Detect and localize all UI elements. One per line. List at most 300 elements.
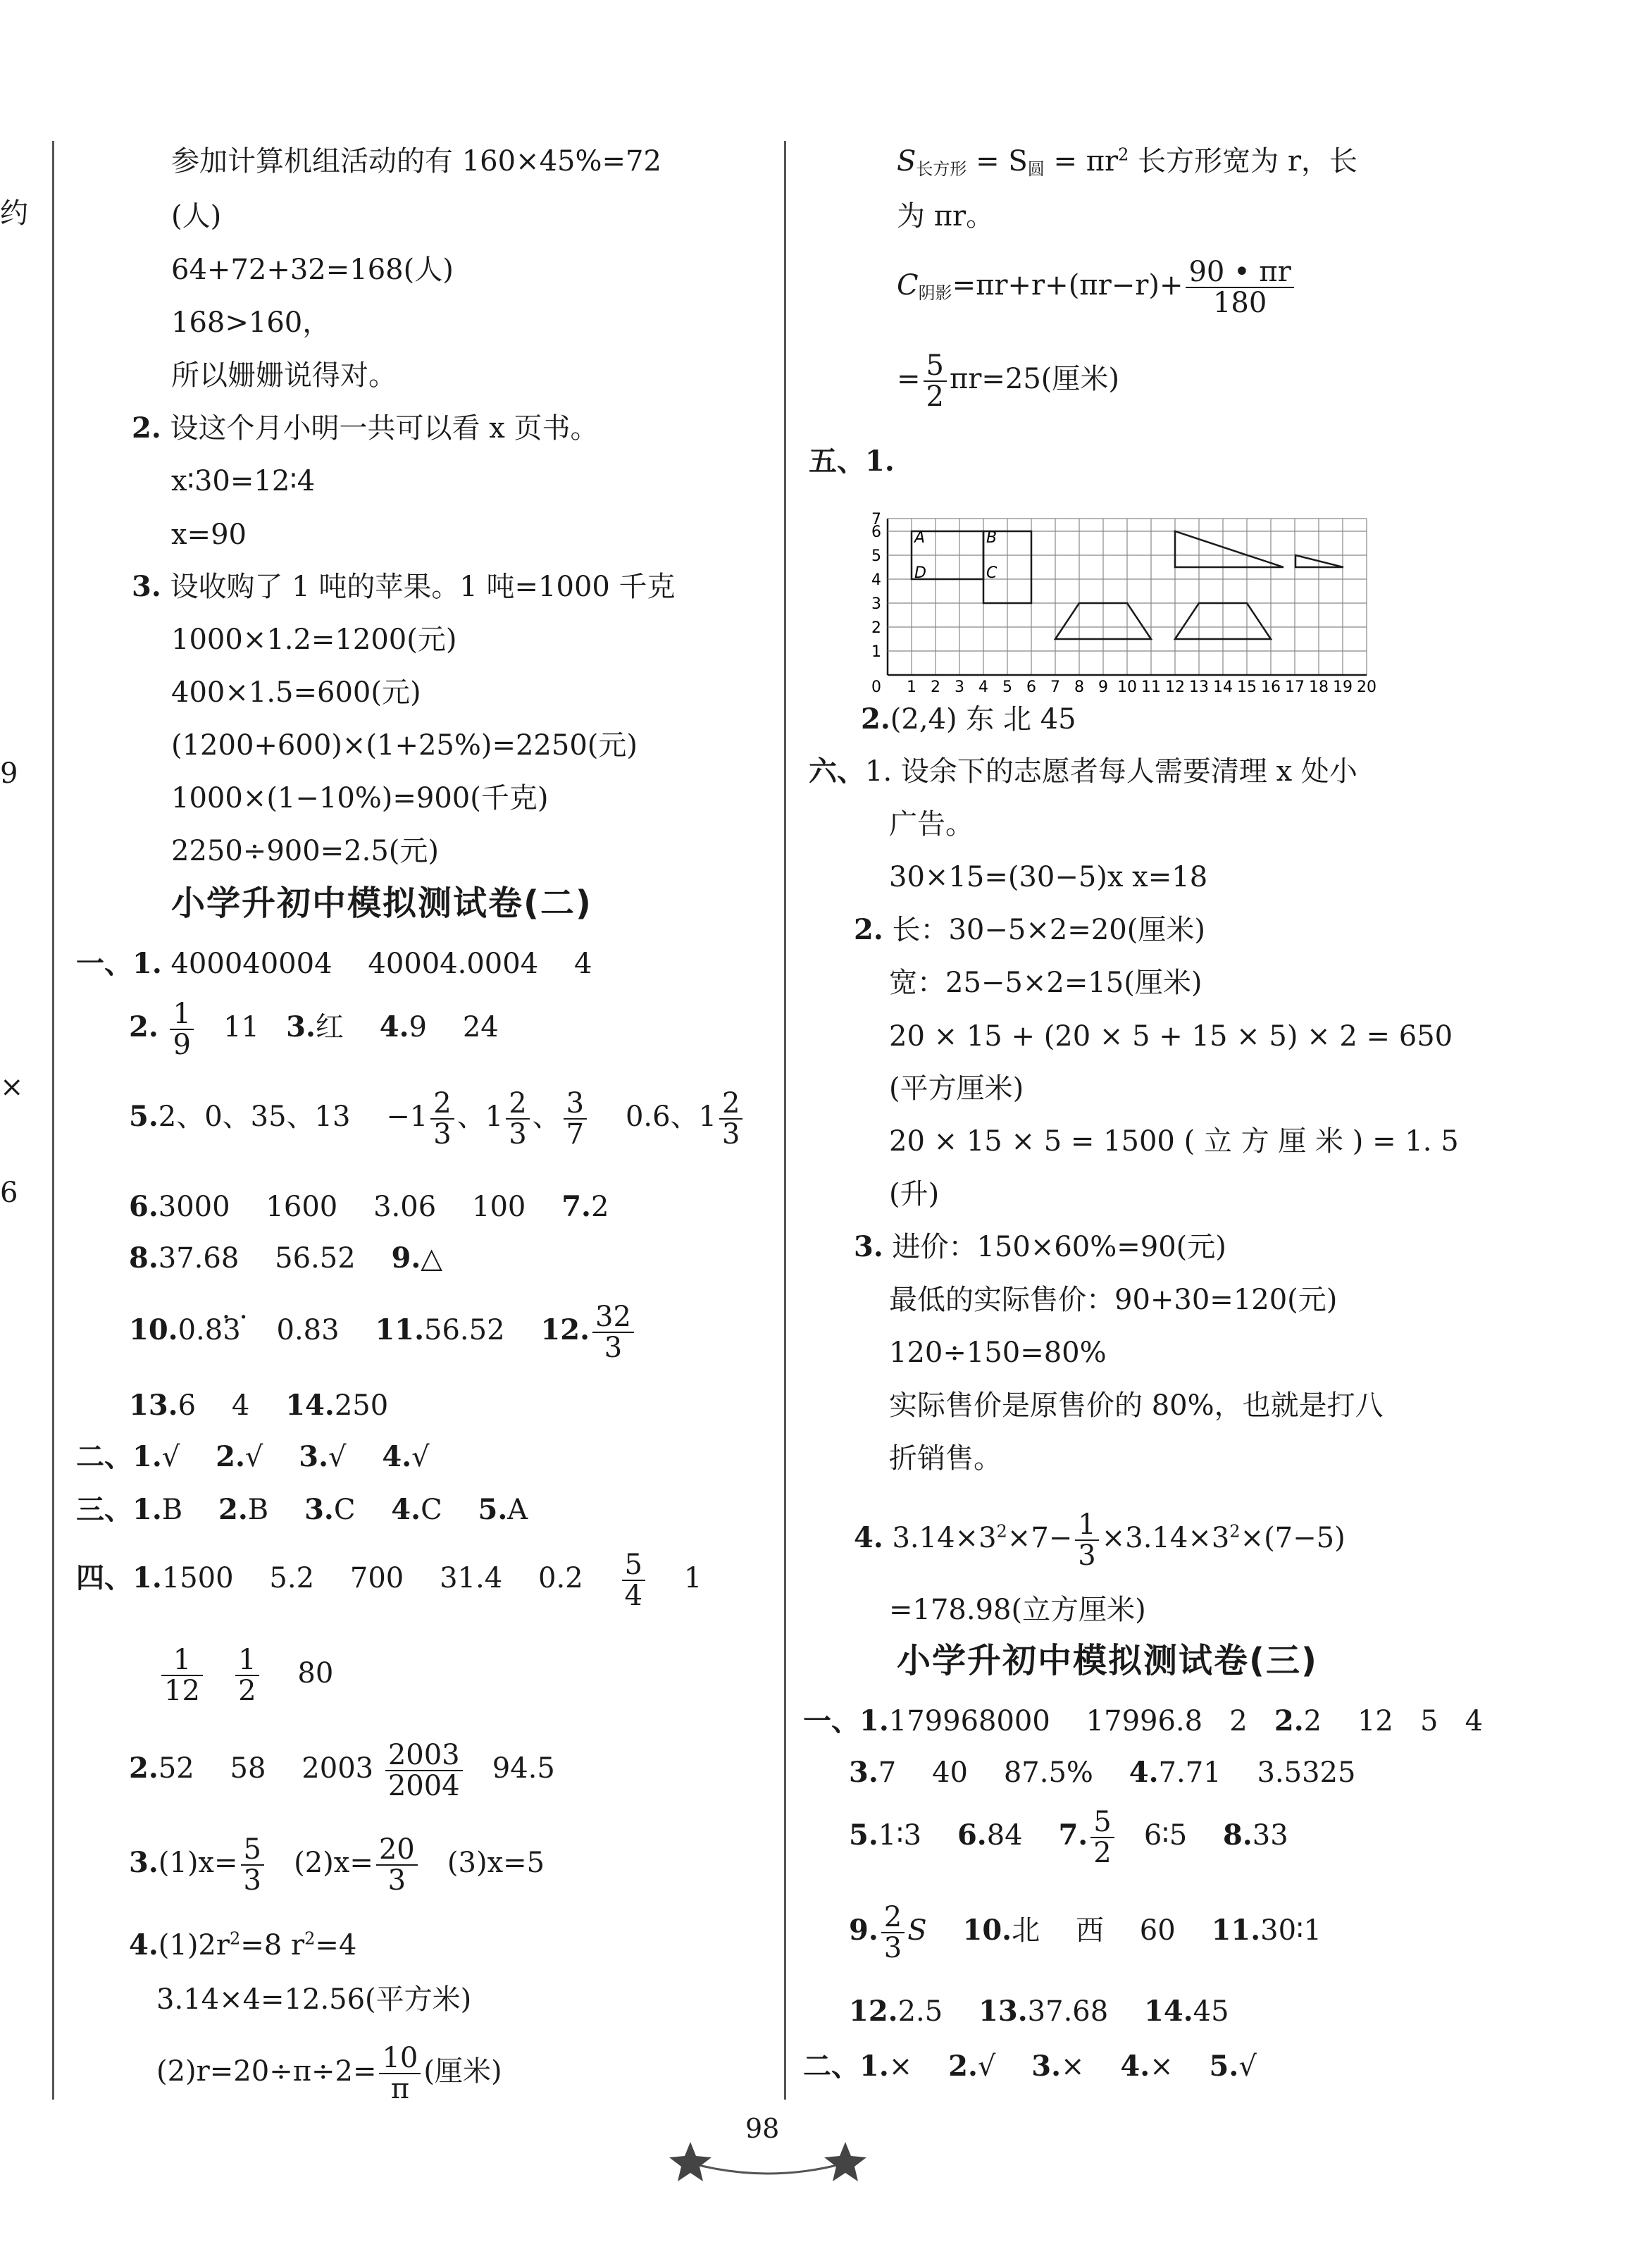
coordinate-grid — [854, 496, 1389, 707]
denominator: 3 — [883, 1932, 902, 1964]
s4-row-7 — [156, 2043, 502, 2104]
answer: 700 — [349, 1562, 404, 1594]
item-number: 14. — [1144, 1995, 1193, 2028]
grid-lines — [888, 519, 1367, 675]
answer-line: 折销售。 — [889, 1442, 1002, 1475]
x-tick-label: 13 — [1189, 678, 1209, 696]
denominator: 9 — [173, 1029, 191, 1061]
fraction — [924, 351, 947, 411]
s1-row-4 — [129, 1191, 609, 1223]
answer-line: 宽：25−5×2=15(厘米) — [889, 967, 1202, 999]
item-number: 8. — [129, 1241, 159, 1275]
answer: 9 — [409, 1011, 427, 1043]
numerator: 2 — [430, 1089, 454, 1120]
item-number: 14. — [285, 1389, 335, 1422]
answer: −1 — [386, 1101, 428, 1133]
answer: B — [161, 1494, 183, 1526]
swoosh-curve — [690, 2163, 845, 2174]
item-number: 8. — [1223, 1818, 1253, 1852]
answer: = S — [967, 145, 1028, 178]
item-number: 10. — [129, 1313, 178, 1346]
t3-row-2 — [849, 1756, 1355, 1789]
section-label: 六、 — [809, 755, 865, 788]
denominator: 2 — [1093, 1837, 1112, 1869]
answer: 0.83 — [276, 1314, 340, 1346]
answer: 2、0、35、13 — [158, 1101, 351, 1133]
answer: ×7− — [1007, 1522, 1073, 1554]
answer: 0.6、1 — [625, 1101, 717, 1133]
section-label: 一、 — [803, 1704, 859, 1737]
answer-line: 1000×(1−10%)=900(千克) — [171, 782, 549, 814]
y-tick-labels — [871, 511, 881, 661]
x-tick-label: 15 — [1237, 678, 1257, 696]
numerator: 20 — [376, 1835, 418, 1866]
x-tick-labels — [871, 678, 1376, 696]
star-icon — [824, 2142, 866, 2181]
answer-text: 设这个月小明一共可以看 x 页书。 — [170, 412, 599, 445]
question-2 — [132, 412, 598, 445]
answer: 3.06 — [373, 1191, 437, 1223]
answer: (厘米) — [423, 2055, 502, 2088]
answer: =8 r — [240, 1929, 305, 1962]
answer-line: 30×15=(30−5)x x=18 — [889, 861, 1208, 893]
subscript: 圆 — [1027, 159, 1045, 179]
x-tick-label: 11 — [1141, 678, 1161, 696]
denominator: 12 — [164, 1675, 200, 1707]
answer: (1)2r — [158, 1929, 230, 1962]
answer: 12 — [1357, 1705, 1393, 1737]
answer: 52 — [158, 1752, 194, 1785]
exponent: 2 — [1229, 1521, 1241, 1542]
numerator: 1 — [170, 999, 193, 1030]
numerator: 2003 — [385, 1740, 463, 1771]
answer: 2 — [1229, 1705, 1248, 1737]
answer: 3000 — [158, 1191, 230, 1223]
fraction — [1075, 1510, 1098, 1570]
item-number: 2. — [854, 913, 883, 946]
item-number: 2. — [218, 1493, 248, 1526]
item-number: 1. — [859, 1704, 889, 1737]
s1-row-6 — [129, 1293, 637, 1364]
t3-row-6 — [803, 2050, 1257, 2083]
answer: 1500 — [161, 1562, 234, 1594]
answer: √ — [411, 1441, 430, 1473]
item-number: 4. — [391, 1493, 421, 1526]
point-label-d: D — [914, 564, 926, 582]
answer: 7 — [878, 1756, 897, 1789]
answer: 西 — [1075, 1914, 1104, 1947]
answer: 4 — [1465, 1705, 1484, 1737]
x-tick-label: 16 — [1261, 678, 1281, 696]
s4-row-1 — [76, 1550, 702, 1611]
item-number: 6. — [957, 1818, 987, 1852]
denominator: 2 — [926, 380, 944, 413]
answer: 11 — [223, 1011, 259, 1043]
t3-row-5 — [849, 1995, 1229, 2028]
answer: 100 — [472, 1191, 526, 1223]
exponent: 2 — [1118, 144, 1129, 165]
item-number: 5. — [478, 1493, 508, 1526]
answer: 1 — [683, 1562, 702, 1594]
answer-line: 所以姗姗说得对。 — [171, 359, 397, 392]
item-number: 1. — [132, 1440, 162, 1473]
fraction — [506, 1089, 529, 1149]
answer-line: (平方厘米) — [889, 1072, 1024, 1105]
answer: πr=25(厘米) — [949, 363, 1120, 395]
numerator: 5 — [924, 351, 947, 382]
denominator: 3 — [604, 1332, 623, 1364]
answer: 250 — [334, 1389, 389, 1422]
fraction — [564, 1089, 587, 1149]
denominator: 2004 — [387, 1770, 460, 1802]
s3-row — [76, 1494, 528, 1526]
point-label-b: B — [986, 529, 997, 547]
answer: ×(7−5) — [1240, 1522, 1345, 1554]
answer: 1∶3 — [878, 1819, 922, 1852]
answer: =4 — [315, 1929, 357, 1962]
numerator: 1 — [161, 1645, 203, 1676]
item-number: 3. — [299, 1440, 329, 1473]
fraction — [430, 1089, 454, 1149]
answer: 84 — [986, 1819, 1023, 1852]
answer-line: 为 πr。 — [897, 200, 995, 233]
fraction — [385, 1740, 463, 1801]
fraction — [241, 1835, 264, 1895]
item-number: 4. — [1120, 2050, 1150, 2083]
x-tick-label: 18 — [1309, 678, 1329, 696]
item-number: 13. — [129, 1389, 178, 1422]
section-label: 四、 — [76, 1561, 132, 1594]
column-divider — [784, 141, 786, 2100]
answer: 2.5 — [897, 1995, 943, 2028]
answer: △ — [421, 1242, 443, 1275]
answer: 45 — [1193, 1995, 1229, 2028]
x-tick-label: 0 — [871, 678, 881, 696]
answer: B — [247, 1494, 269, 1526]
item-number: 4. — [129, 1928, 159, 1962]
answer-line: 20 × 15 × 5 = 1500 ( 立 方 厘 米 ) = 1. 5 — [889, 1125, 1459, 1158]
x-tick-label: 3 — [955, 678, 964, 696]
answer: √ — [244, 1441, 263, 1473]
answer: (3)x=5 — [447, 1847, 545, 1879]
fraction — [379, 2043, 421, 2104]
point-label-a: A — [914, 529, 926, 547]
repeating-decimal — [178, 1293, 257, 1346]
exponent: 2 — [304, 1928, 316, 1949]
answer-line: (1200+600)×(1+25%)=2250(元) — [171, 729, 638, 762]
denominator: 7 — [566, 1118, 585, 1151]
item-number: 3. — [849, 1756, 878, 1789]
exponent: 2 — [996, 1521, 1007, 1542]
answer-line: 实际售价是原售价的 80%，也就是打八 — [889, 1389, 1384, 1422]
answer: √ — [328, 1441, 347, 1473]
answer-line: 2250÷900=2.5(元) — [171, 835, 439, 867]
s2-row — [76, 1441, 430, 1473]
star-icon — [669, 2142, 711, 2181]
fraction — [592, 1302, 634, 1363]
denominator: 3 — [243, 1864, 261, 1897]
x-tick-label: 20 — [1357, 678, 1376, 696]
numerator: 1 — [235, 1645, 259, 1676]
x-tick-label: 7 — [1050, 678, 1060, 696]
answer: √ — [161, 1441, 180, 1473]
item-number: 5. — [129, 1100, 159, 1133]
t3-row-3 — [849, 1807, 1288, 1868]
numerator: 2 — [719, 1089, 742, 1120]
s4-row-3 — [129, 1740, 555, 1801]
item-number: 1. — [132, 1493, 162, 1526]
denominator: 4 — [624, 1580, 642, 1612]
s6-q1 — [809, 755, 1357, 788]
item-number: 4. — [854, 1521, 883, 1554]
exponent: 2 — [230, 1928, 241, 1949]
answer: 40004.0004 — [368, 948, 539, 980]
item-number: 2. — [129, 1752, 159, 1785]
section-label-5: 五、1. — [809, 445, 895, 478]
numerator: 5 — [1090, 1807, 1114, 1838]
answer: 31.4 — [440, 1562, 503, 1594]
answer: =πr+r+(πr−r)+ — [952, 269, 1183, 302]
fraction — [1090, 1807, 1114, 1868]
answer-line: 3.14×4=12.56(平方米) — [156, 1983, 472, 2016]
math-var: S — [897, 145, 916, 178]
point-label-c: C — [986, 564, 997, 582]
answer-line: 120÷150=80% — [889, 1337, 1107, 1369]
fraction — [235, 1645, 259, 1706]
page-number: 98 — [745, 2113, 780, 2144]
answer-line: 64+72+32=168(人) — [171, 254, 454, 286]
denominator: 3 — [509, 1118, 527, 1151]
y-tick-label: 6 — [871, 523, 881, 541]
y-tick-label: 2 — [871, 619, 881, 637]
numerator: 1 — [1075, 1510, 1098, 1541]
answer: 60 — [1139, 1914, 1176, 1947]
item-number: 12. — [849, 1995, 898, 2028]
denominator: 3 — [722, 1118, 740, 1151]
math-var: S — [907, 1914, 927, 1947]
answer: 长：30−5×2=20(厘米) — [892, 914, 1205, 946]
answer: 56.52 — [275, 1242, 356, 1275]
answer-line: 最低的实际售价：90+30=120(元) — [889, 1284, 1338, 1316]
fraction — [1186, 257, 1293, 318]
section-label: 一、 — [76, 947, 132, 980]
numerator: 5 — [241, 1835, 264, 1866]
answer: 1600 — [266, 1191, 338, 1223]
answer: 179968000 — [888, 1705, 1050, 1737]
item-number: 4. — [382, 1440, 412, 1473]
answer-text: 设收购了 1 吨的苹果。1 吨=1000 千克 — [170, 571, 676, 603]
left-margin-rule — [52, 141, 54, 2100]
answer-line: 参加计算机组活动的有 160×45%=72 — [171, 145, 661, 178]
answer: = πr — [1044, 145, 1119, 178]
denominator: π — [390, 2073, 410, 2105]
section-label: 三、 — [76, 1493, 132, 1526]
answer: 30∶1 — [1260, 1914, 1322, 1947]
item-number: 3. — [129, 1846, 159, 1879]
answer: 87.5% — [1003, 1756, 1093, 1789]
y-tick-label: 1 — [871, 643, 881, 661]
s1-row-7 — [129, 1389, 388, 1422]
answer: √ — [977, 2050, 996, 2083]
margin-fragment: 约 — [0, 197, 28, 230]
item-number: 2. — [129, 1010, 159, 1043]
s6-q2 — [854, 914, 1205, 946]
answer-line: 400×1.5=600(元) — [171, 676, 421, 709]
item-number: 4. — [379, 1010, 409, 1043]
margin-fragment: 6 — [0, 1177, 18, 1209]
math-var: C — [897, 269, 919, 302]
margin-fragment: 9 — [0, 757, 18, 790]
item-number: 9. — [391, 1241, 421, 1275]
x-tick-label: 14 — [1213, 678, 1233, 696]
y-tick-label: 4 — [871, 571, 881, 589]
section-title-3: 小学升初中模拟测试卷(三) — [897, 1641, 1318, 1680]
answer: 37.68 — [1027, 1995, 1109, 2028]
denominator: 2 — [238, 1675, 256, 1707]
answer-line: 20 × 15 + (20 × 5 + 15 × 5) × 2 = 650 — [889, 1020, 1453, 1053]
item-number: 3. — [854, 1230, 883, 1263]
answer: 3.5325 — [1257, 1756, 1356, 1789]
answer: 1. 设余下的志愿者每人需要清理 x 处小 — [865, 755, 1357, 788]
answer: 5 — [1420, 1705, 1438, 1737]
fraction — [881, 1902, 905, 1963]
answer: × — [888, 2050, 913, 2083]
answer-line: 168>160， — [171, 306, 331, 339]
answer: 56.52 — [424, 1314, 505, 1346]
answer: 北 — [1012, 1914, 1040, 1947]
denominator: 180 — [1212, 287, 1267, 319]
x-tick-label: 12 — [1165, 678, 1185, 696]
answer: 、1 — [456, 1101, 504, 1133]
t3-row-1 — [803, 1705, 1483, 1737]
item-number: 13. — [978, 1995, 1028, 2028]
answer: 6 — [178, 1389, 197, 1422]
answer: 0.2 — [538, 1562, 583, 1594]
answer: × — [1061, 2050, 1085, 2083]
fraction — [170, 999, 193, 1060]
item-number: 2. — [861, 702, 890, 736]
answer: 长方形宽为 r，长 — [1129, 145, 1357, 178]
s4-row-4 — [129, 1835, 545, 1895]
answer: 0.83 — [178, 1314, 241, 1346]
item-number: 11. — [375, 1313, 425, 1346]
x-tick-label: 9 — [1098, 678, 1108, 696]
answer: 2 — [590, 1191, 609, 1223]
subscript: 长方形 — [916, 159, 967, 179]
x-tick-label: 19 — [1333, 678, 1353, 696]
x-tick-label: 4 — [978, 678, 988, 696]
answer: × — [1150, 2050, 1174, 2083]
x-tick-label: 17 — [1285, 678, 1305, 696]
item-number: 7. — [561, 1190, 591, 1223]
answer-line: x∶30=12∶4 — [171, 465, 316, 497]
s1-row-2 — [129, 999, 499, 1060]
s1-row-1 — [76, 948, 592, 980]
s5-q2 — [861, 703, 1076, 736]
item-number: 3. — [304, 1493, 334, 1526]
answer: 94.5 — [492, 1752, 555, 1785]
section-label: 二、 — [76, 1440, 132, 1473]
answer: (2)x= — [294, 1847, 373, 1879]
answer: √ — [1238, 2050, 1257, 2083]
y-tick-label: 7 — [871, 511, 881, 528]
fraction — [622, 1550, 645, 1611]
answer: 24 — [462, 1011, 499, 1043]
r-line-3 — [897, 257, 1297, 318]
margin-fragment: × — [0, 1071, 24, 1103]
answer: = — [897, 363, 921, 395]
triangle-large — [1175, 531, 1284, 567]
answer: (1)x= — [158, 1847, 238, 1879]
answer: C — [421, 1494, 442, 1526]
y-tick-label: 3 — [871, 595, 881, 613]
answer: 2 — [1303, 1705, 1322, 1737]
item-number: 6. — [129, 1190, 159, 1223]
x-tick-label: 8 — [1074, 678, 1084, 696]
answer: A — [507, 1494, 528, 1526]
answer: (2,4) 东 北 45 — [890, 703, 1076, 736]
item-number: 10. — [962, 1914, 1012, 1947]
x-tick-label: 6 — [1026, 678, 1036, 696]
denominator: 3 — [1078, 1539, 1096, 1572]
numerator: 90 • πr — [1186, 257, 1293, 288]
s6-q4 — [854, 1510, 1345, 1570]
s4-row-2 — [159, 1645, 333, 1706]
item-number: 2. — [216, 1440, 245, 1473]
answer: 6∶5 — [1143, 1819, 1188, 1852]
item-number: 9. — [849, 1914, 878, 1947]
s1-row-5 — [129, 1242, 442, 1275]
item-number: 1. — [132, 1561, 162, 1594]
item-number: 11. — [1211, 1914, 1261, 1947]
answer: 37.68 — [158, 1242, 240, 1275]
numerator: 2 — [506, 1089, 529, 1120]
item-number: 3. — [286, 1010, 316, 1043]
denominator: 3 — [387, 1864, 406, 1897]
numerator: 3 — [564, 1089, 587, 1120]
answer: 40 — [932, 1756, 968, 1789]
answer: 17996.8 — [1086, 1705, 1203, 1737]
item-number: 5. — [849, 1818, 878, 1852]
item-number: 2. — [1274, 1704, 1304, 1737]
numerator: 32 — [592, 1302, 634, 1333]
item-number: 2. — [948, 2050, 978, 2083]
answer-line: 广告。 — [889, 808, 974, 841]
repeat-dots: .. — [221, 1293, 257, 1325]
answer: 进价：150×60%=90(元) — [892, 1231, 1226, 1263]
fraction — [719, 1089, 742, 1149]
fraction — [161, 1645, 203, 1706]
denominator: 3 — [433, 1118, 452, 1151]
item-number: 4. — [1129, 1756, 1159, 1789]
x-tick-label: 5 — [1002, 678, 1012, 696]
section-label: 二、1. — [803, 2050, 889, 2083]
item-number: 3. — [1031, 2050, 1062, 2083]
answer-line: 1000×1.2=1200(元) — [171, 624, 457, 656]
answer: C — [333, 1494, 356, 1526]
subscript: 阴影 — [918, 283, 952, 303]
item-number: 5. — [1209, 2050, 1239, 2083]
triangle-small — [1295, 555, 1343, 567]
answer: 58 — [230, 1752, 266, 1785]
answer-line: (升) — [889, 1178, 940, 1210]
question-3 — [132, 571, 676, 603]
answer: 红 — [315, 1011, 344, 1043]
t3-row-4 — [849, 1902, 1322, 1963]
answer: 4 — [574, 948, 592, 980]
x-tick-label: 1 — [907, 678, 916, 696]
section-title-2: 小学升初中模拟测试卷(二) — [171, 884, 592, 923]
